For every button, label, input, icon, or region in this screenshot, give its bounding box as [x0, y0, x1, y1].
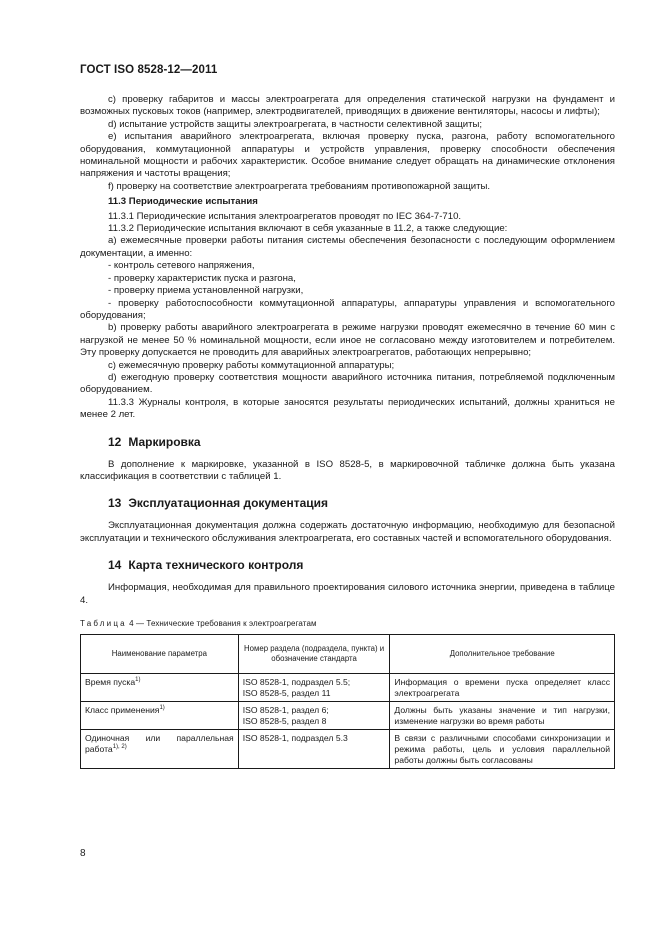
- list-item: - контроль сетевого напряжения,: [108, 260, 255, 272]
- table-row: [81, 674, 615, 702]
- list-item: - проверку приема установленной нагрузки,: [108, 285, 304, 297]
- table-caption-label: Таблица: [80, 619, 127, 628]
- list-item: - проверку работоспособности коммутационной аппаратуры, аппаратуры управления и вспомогательного оборудования;: [80, 297, 615, 321]
- reference-line: ISO 8528-1, подраздел 5.3: [242, 733, 348, 744]
- table-cell-reference: [238, 674, 390, 702]
- table-cell-requirement: Должны быть указаны значение и тип нагрузки, изменение нагрузки во время работы: [390, 702, 615, 730]
- subsection-heading-11-3: 11.3 Периодические испытания: [108, 196, 258, 208]
- section-number: 14: [108, 558, 122, 573]
- paragraph: Эксплуатационная документация должна содержать достаточную информацию, необходимую для безопасной эксплуатации и технического обслуживания электроагрегата, его составных частей и вспомогательного оборудования.: [80, 520, 615, 544]
- table-cell-parameter: [81, 730, 239, 769]
- parameter-name: Одиночная или параллельная работа: [85, 733, 234, 754]
- reference-line: ISO 8528-1, подраздел 5.5;: [242, 677, 351, 687]
- section-number: 12: [108, 434, 122, 449]
- paragraph: с) ежемесячную проверку работы коммутационной аппаратуры;: [108, 359, 395, 371]
- paragraph: 11.3.1 Периодические испытания электроагрегатов проводят по IEC 364-7-710.: [108, 210, 462, 222]
- section-heading-13: [108, 495, 615, 511]
- reference-line: ISO 8528-5, раздел 8: [242, 715, 327, 726]
- table-row: [81, 730, 615, 769]
- list-item: - проверку характеристик пуска и разгона,: [108, 272, 296, 284]
- reference-line: ISO 8528-1, раздел 6;: [242, 705, 329, 716]
- footnote-ref: 1): [135, 677, 141, 683]
- paragraph: f) проверку на соответствие электроагрегата требованиям противопожарной защиты.: [108, 180, 491, 192]
- section-heading-12: [108, 434, 615, 450]
- table-cell-requirement: Информация о времени пуска определяет класс электроагрегата: [390, 674, 615, 702]
- table-caption: [80, 619, 615, 629]
- column-header: Номер раздела (подраздела, пункта) и обозначение стандарта: [238, 635, 390, 674]
- section-title: Маркировка: [128, 434, 201, 449]
- reference-line: ISO 8528-5, раздел 11: [242, 687, 331, 698]
- paragraph: d) испытание устройств защиты электроагрегата, в частности селективной защиты;: [108, 118, 483, 130]
- section-title: Эксплуатационная документация: [128, 496, 329, 511]
- parameter-name: Класс применения: [85, 705, 160, 716]
- paragraph: В дополнение к маркировке, указанной в ISO 8528-5, в маркировочной табличке должна быть указана классификация в соответствии с таблицей 1.: [80, 458, 615, 482]
- paragraph: 11.3.2 Периодические испытания включают в себя указанные в 11.2, а также следующие:: [108, 223, 508, 235]
- requirements-table: [80, 634, 615, 769]
- document-header: ГОСТ ISO 8528-12—2011: [80, 64, 218, 76]
- table-cell-requirement: В связи с различными способами синхронизации и режима работы, цель и условия параллельной работы должны быть согласованы: [390, 730, 615, 769]
- section-heading-14: [108, 557, 615, 573]
- paragraph: е) испытания аварийного электроагрегата, включая проверку пуска, разгона, работу вспомогательного оборудования, коммутационной аппаратуры и устройств управления, проверку способности обеспечения номинальной мощности и рабочих характеристик. Особое внимание следует обращать на динамические отклонения напряжения и частоты вращения;: [80, 131, 615, 180]
- table-caption-text: 4 — Технические требования к электроагрегатам: [129, 619, 317, 628]
- table-header-row: [81, 635, 615, 674]
- footnote-ref: 1): [159, 705, 165, 712]
- page-number: 8: [80, 848, 86, 859]
- document-body: [80, 94, 615, 769]
- table-cell-reference: [238, 730, 390, 769]
- table-row: [81, 702, 615, 730]
- paragraph: с) проверку габаритов и массы электроагрегата для определения статической нагрузки на фундамент и возможных пусковых токов (например, электродвигателей, приводящих в движение вентиляторы, насосы и лифты);: [80, 94, 615, 118]
- section-number: 13: [108, 496, 122, 511]
- footnote-ref: 1), 2): [112, 743, 127, 750]
- paragraph: d) ежегодную проверку соответствия мощности аварийного источника питания, потребляемой подключенным оборудованием.: [80, 371, 615, 396]
- column-header: Наименование параметра: [81, 635, 239, 674]
- paragraph: Информация, необходимая для правильного проектирования силового источника энергии, приведена в таблице 4.: [80, 582, 615, 606]
- column-header: Дополнительное требование: [390, 635, 615, 674]
- table-cell-reference: [238, 702, 390, 730]
- section-title: Карта технического контроля: [128, 558, 304, 573]
- paragraph: 11.3.3 Журналы контроля, в которые заносятся результаты периодических испытаний, должны храниться не менее 2 лет.: [80, 396, 615, 421]
- paragraph: b) проверку работы аварийного электроагрегата в режиме нагрузки проводят ежемесячно в течение 60 мин с нагрузкой не менее 50 % номинальной мощности, если иное не согласовано между изготовителем и потребителем. Эту проверку допускается не проводить для аварийных электроагрегатов, работающих непрерывно;: [80, 322, 615, 359]
- parameter-name: Время пуска: [85, 677, 136, 687]
- table-cell-parameter: [81, 702, 239, 730]
- table-cell-parameter: [81, 674, 239, 702]
- paragraph: а) ежемесячные проверки работы питания системы обеспечения безопасности с последующим оформлением документации, а именно:: [80, 235, 615, 259]
